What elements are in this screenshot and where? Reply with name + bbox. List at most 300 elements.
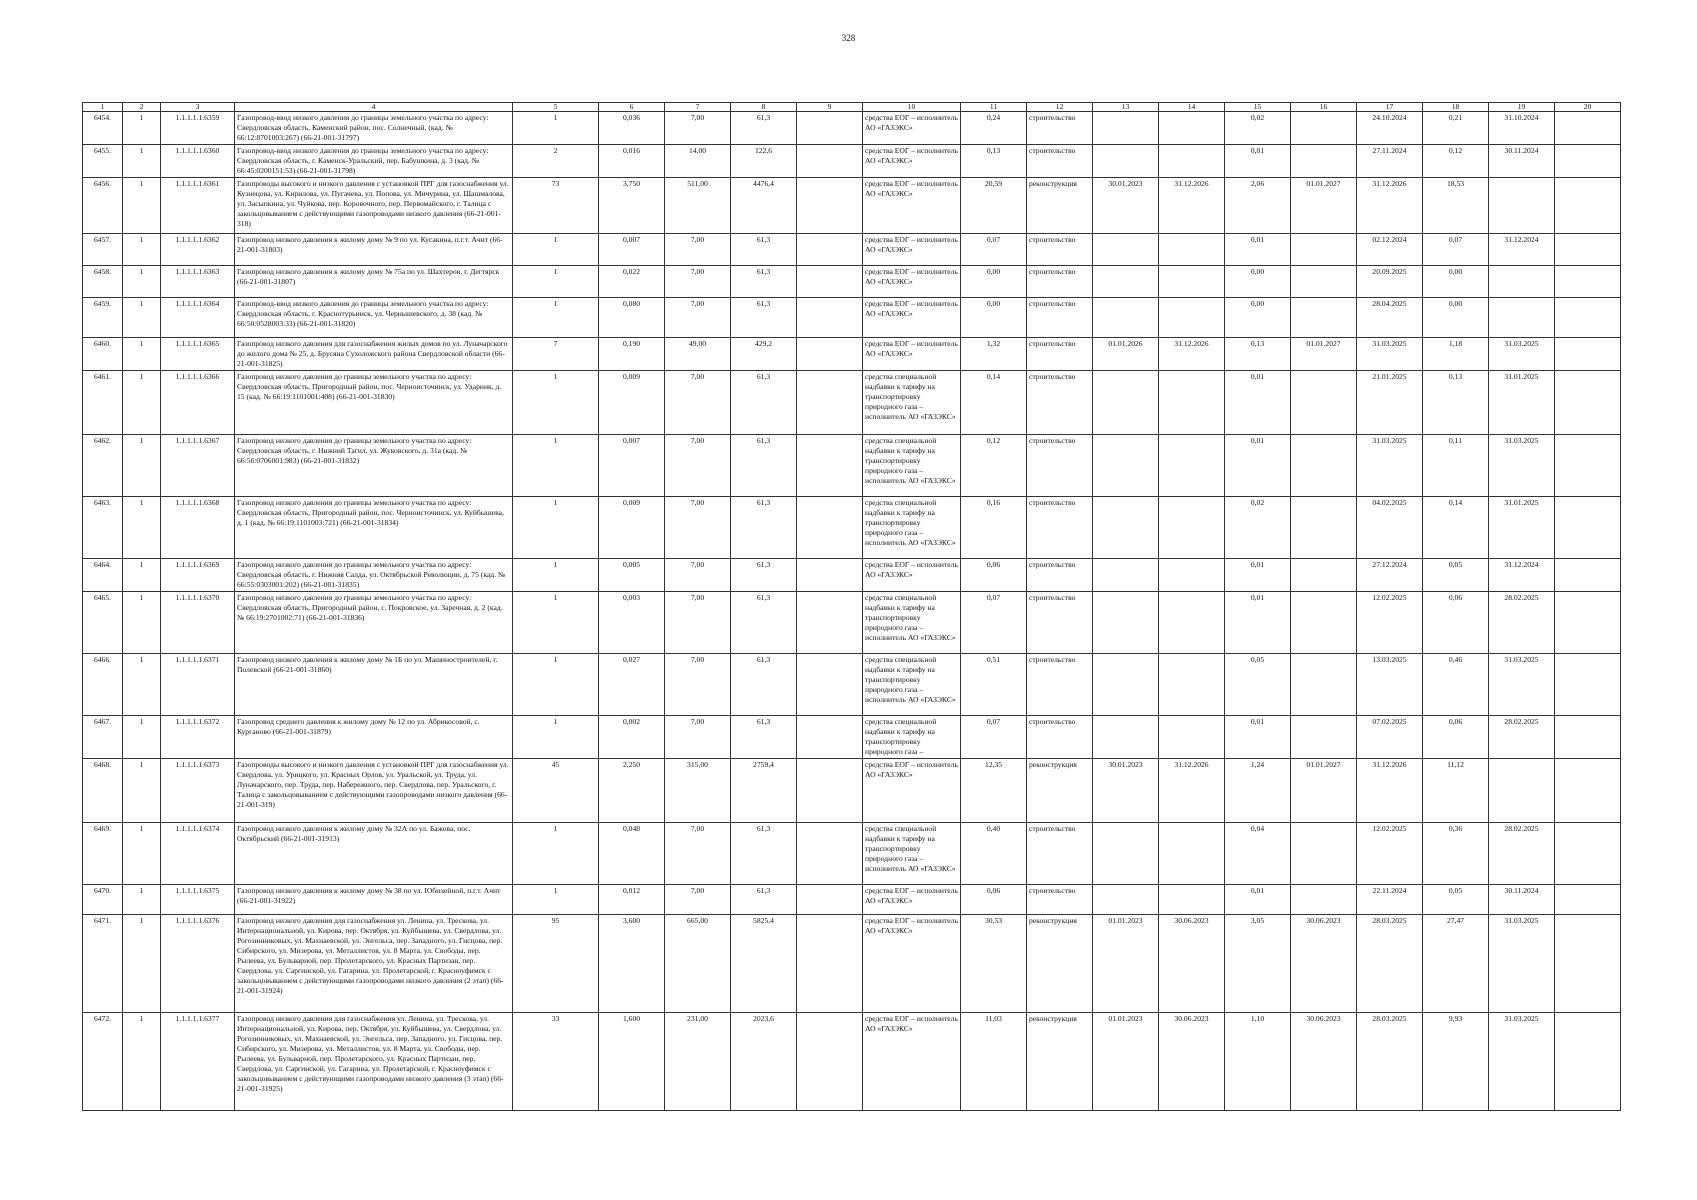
table-cell: 28.02.2025 (1489, 716, 1555, 759)
table-cell: 31.01.2025 (1489, 497, 1555, 559)
table-cell: 21.01.2025 (1357, 371, 1423, 435)
table-row (83, 1013, 1621, 1111)
table-cell: 0,00 (1225, 266, 1291, 298)
table-cell: 61,3 (731, 885, 797, 915)
table-cell: 30.06.2023 (1291, 1013, 1357, 1111)
table-cell: 61,3 (731, 823, 797, 885)
table-cell: 0,080 (599, 298, 665, 338)
table-cell (1159, 559, 1225, 592)
table-cell: 31.12.2026 (1159, 338, 1225, 371)
table-cell: 1 (123, 178, 161, 234)
table-cell (1159, 298, 1225, 338)
table-cell: 30.01.2023 (1093, 759, 1159, 823)
table-cell (797, 559, 863, 592)
table-cell: 0,00 (1423, 298, 1489, 338)
table-cell: 30.06.2023 (1159, 1013, 1225, 1111)
table-cell: 1.1.1.1.1.6359 (161, 112, 235, 145)
header-cell: 4 (235, 103, 513, 112)
table-cell: 0,07 (961, 592, 1027, 654)
table-cell: 0,01 (1225, 234, 1291, 266)
table-cell: 0,14 (1423, 497, 1489, 559)
table-cell: средства ЕОГ – исполнитель АО «ГАЗЭКС» (863, 298, 961, 338)
table-cell (797, 759, 863, 823)
table-cell: 6469. (83, 823, 123, 885)
table-cell (1291, 559, 1357, 592)
table-cell: средства ЕОГ – исполнитель АО «ГАЗЭКС» (863, 915, 961, 1013)
table-cell: 31.01.2025 (1489, 371, 1555, 435)
table-cell: строительство (1027, 654, 1093, 716)
table-cell: 7,00 (665, 823, 731, 885)
table-cell: 2 (513, 145, 599, 178)
table-cell: 1.1.1.1.1.6365 (161, 338, 235, 371)
table-cell: 0,07 (961, 716, 1027, 759)
table-cell: 1 (513, 112, 599, 145)
table-cell: 01.01.2027 (1291, 178, 1357, 234)
table-cell: 0,02 (1225, 112, 1291, 145)
table-cell: Газопровод низкого давления до границы земельного участка по адресу: Свердловская область, г. Нижний Тагил, ул. Жуковского, д. 31а (кад. № 66:56:0706001:983) (66-21-001-31832) (235, 435, 513, 497)
table-cell (1159, 823, 1225, 885)
table-row (83, 592, 1621, 654)
table-cell: 1,600 (599, 1013, 665, 1111)
table-cell: 7,00 (665, 592, 731, 654)
table-cell: 1.1.1.1.1.6376 (161, 915, 235, 1013)
table-cell (1093, 592, 1159, 654)
table-cell: 0,14 (961, 371, 1027, 435)
table-cell (1093, 435, 1159, 497)
table-cell: средства ЕОГ – исполнитель АО «ГАЗЭКС» (863, 266, 961, 298)
table-cell (1291, 112, 1357, 145)
table-cell (797, 298, 863, 338)
table-cell (1489, 266, 1555, 298)
table-cell: 0,007 (599, 234, 665, 266)
table-cell (1555, 592, 1621, 654)
table-cell (1093, 112, 1159, 145)
table-cell (1291, 435, 1357, 497)
table-cell (797, 266, 863, 298)
table-cell: 24.10.2024 (1357, 112, 1423, 145)
table-cell: 6459. (83, 298, 123, 338)
table-cell: 1.1.1.1.1.6363 (161, 266, 235, 298)
table-header (83, 103, 1621, 112)
table-cell (1489, 178, 1555, 234)
table-row (83, 654, 1621, 716)
table-cell (1093, 497, 1159, 559)
table-cell (1093, 145, 1159, 178)
table-cell: 0,00 (961, 266, 1027, 298)
table-cell: 1 (513, 234, 599, 266)
table-cell: 30.11.2024 (1489, 885, 1555, 915)
table-cell: 1 (513, 497, 599, 559)
table-cell: 0,05 (1225, 654, 1291, 716)
table-cell: 4476,4 (731, 178, 797, 234)
table-row (83, 759, 1621, 823)
table-cell: средства специальной надбавки к тарифу на транспортировку природного газа – исполнитель АО «ГАЗЭКС» (863, 592, 961, 654)
table-row (83, 112, 1621, 145)
table-cell: 1 (513, 559, 599, 592)
table-cell: 0,01 (1225, 145, 1291, 178)
table-cell: 0,009 (599, 497, 665, 559)
table-cell: 0,190 (599, 338, 665, 371)
table-cell: 31.12.2026 (1357, 759, 1423, 823)
table-cell: 28.02.2025 (1489, 823, 1555, 885)
table-cell: 7 (513, 338, 599, 371)
table-cell: 13.03.2025 (1357, 654, 1423, 716)
table-cell: 31.03.2025 (1489, 654, 1555, 716)
table-cell (1291, 497, 1357, 559)
table-cell: Газопровод низкого давления к жилому дому № 32А по ул. Бажова, пос. Октябрьский (66-21-001-31913) (235, 823, 513, 885)
header-cell: 18 (1423, 103, 1489, 112)
table-cell (1555, 1013, 1621, 1111)
table-cell: 0,12 (961, 435, 1027, 497)
table-cell: Газопровод-ввод низкого давления до границы земельного участка по адресу: Свердловская область, г. Каменск-Уральский, пер. Бабушкина, д. 3 (кад. № 66:45:0200151:53) (66-21-001-31798) (235, 145, 513, 178)
table-cell: 28.03.2025 (1357, 915, 1423, 1013)
table-cell: 9,93 (1423, 1013, 1489, 1111)
table-cell (797, 885, 863, 915)
table-cell (1093, 298, 1159, 338)
table-cell (1555, 759, 1621, 823)
table-cell: 1 (513, 371, 599, 435)
table-cell: 61,3 (731, 654, 797, 716)
table-cell (1555, 654, 1621, 716)
header-cell: 5 (513, 103, 599, 112)
table-cell: 1 (123, 371, 161, 435)
table-cell (797, 654, 863, 716)
table-cell: Газопровод низкого давления до границы земельного участка по адресу: Свердловская область, Пригородный район, пос. Черноисточинск, ул. Куйбышева, д. 1 (кад. № 66:19:1101003:721) (66-21-001-31834) (235, 497, 513, 559)
table-cell: 1 (123, 112, 161, 145)
table-cell (1159, 234, 1225, 266)
table-cell: 0,13 (1423, 371, 1489, 435)
table-cell: 31.03.2025 (1357, 338, 1423, 371)
table-cell: 1 (123, 592, 161, 654)
table-cell: 61,3 (731, 559, 797, 592)
table-cell: строительство (1027, 234, 1093, 266)
table-cell: средства ЕОГ – исполнитель АО «ГАЗЭКС» (863, 338, 961, 371)
table-cell (797, 435, 863, 497)
header-cell: 9 (797, 103, 863, 112)
header-cell: 13 (1093, 103, 1159, 112)
table-cell (797, 371, 863, 435)
table-cell: 7,00 (665, 654, 731, 716)
table-cell: строительство (1027, 145, 1093, 178)
table-cell: 0,00 (1423, 266, 1489, 298)
table-cell: реконструкция (1027, 178, 1093, 234)
table-cell: средства специальной надбавки к тарифу на транспортировку природного газа – исполнитель АО «ГАЗЭКС» (863, 435, 961, 497)
table-cell: 1.1.1.1.1.6375 (161, 885, 235, 915)
table-cell (1093, 371, 1159, 435)
table-cell: 30.06.2023 (1159, 915, 1225, 1013)
table-cell: 7,00 (665, 716, 731, 759)
header-cell: 11 (961, 103, 1027, 112)
table-cell: 7,00 (665, 112, 731, 145)
header-cell: 6 (599, 103, 665, 112)
table-cell: 1.1.1.1.1.6368 (161, 497, 235, 559)
table-cell: 6458. (83, 266, 123, 298)
table-cell: 6461. (83, 371, 123, 435)
table-cell: 6468. (83, 759, 123, 823)
table-cell: 1 (123, 435, 161, 497)
table-cell: средства ЕОГ – исполнитель АО «ГАЗЭКС» (863, 234, 961, 266)
table-cell: 28.02.2025 (1489, 592, 1555, 654)
table-cell (1159, 266, 1225, 298)
table-cell: 6464. (83, 559, 123, 592)
table-cell: 1 (123, 266, 161, 298)
table-cell: 511,00 (665, 178, 731, 234)
table-cell: 0,06 (961, 885, 1027, 915)
table-cell: 0,04 (1225, 823, 1291, 885)
table-cell: 20,59 (961, 178, 1027, 234)
table-cell: 1,10 (1225, 1013, 1291, 1111)
table-cell: 6460. (83, 338, 123, 371)
table-cell: 30.06.2023 (1291, 915, 1357, 1013)
table-cell: 7,00 (665, 559, 731, 592)
table-cell: 665,00 (665, 915, 731, 1013)
header-cell: 19 (1489, 103, 1555, 112)
table-cell: 0,07 (1423, 234, 1489, 266)
table-cell: 18,53 (1423, 178, 1489, 234)
table-cell: 0,07 (961, 234, 1027, 266)
table-cell: 6456. (83, 178, 123, 234)
table-cell (1555, 823, 1621, 885)
table-cell: средства ЕОГ – исполнитель АО «ГАЗЭКС» (863, 178, 961, 234)
table-cell: 1.1.1.1.1.6374 (161, 823, 235, 885)
table-cell: 1 (513, 885, 599, 915)
table-cell: 231,00 (665, 1013, 731, 1111)
table-cell: Газопровод низкого давления к жилому дому № 1Б по ул. Машиностроителей, г. Полевской (66-21-001-31860) (235, 654, 513, 716)
table-cell: Газопровод среднего давления к жилому дому № 12 по ул. Абрикосовой, с. Курганово (66-21-001-31879) (235, 716, 513, 759)
table-cell: 61,3 (731, 112, 797, 145)
table-cell: строительство (1027, 592, 1093, 654)
table-cell: 1 (123, 759, 161, 823)
header-cell: 14 (1159, 103, 1225, 112)
header-cell: 1 (83, 103, 123, 112)
table-cell: 1.1.1.1.1.6370 (161, 592, 235, 654)
header-cell: 2 (123, 103, 161, 112)
table-cell: 11,12 (1423, 759, 1489, 823)
table-cell: 22.11.2024 (1357, 885, 1423, 915)
table-cell: 27.12.2024 (1357, 559, 1423, 592)
table-cell: 0,00 (961, 298, 1027, 338)
table-cell (1159, 592, 1225, 654)
table-cell: 31.12.2026 (1357, 178, 1423, 234)
investment-program-table (82, 102, 1621, 1111)
table-cell: 1.1.1.1.1.6361 (161, 178, 235, 234)
table-row (83, 298, 1621, 338)
table-cell (1291, 266, 1357, 298)
table-cell: Газопровод-ввод низкого давления до границы земельного участка по адресу: Свердловская область, Каменский район, пос. Солнечный, (кад. № 66:12:8701003:267) (66-21-001-31797) (235, 112, 513, 145)
table-cell: 31.03.2025 (1489, 915, 1555, 1013)
table-cell: строительство (1027, 266, 1093, 298)
table-cell: 6471. (83, 915, 123, 1013)
table-cell (1555, 338, 1621, 371)
table-cell (1159, 885, 1225, 915)
table-cell: 0,01 (1225, 371, 1291, 435)
table-cell: 0,13 (961, 145, 1027, 178)
table-cell (1291, 823, 1357, 885)
table-cell: 0,24 (961, 112, 1027, 145)
table-cell: 1 (123, 234, 161, 266)
table-cell: 429,2 (731, 338, 797, 371)
table-cell (797, 1013, 863, 1111)
table-cell: 0,003 (599, 592, 665, 654)
header-cell: 16 (1291, 103, 1357, 112)
table-cell (1159, 654, 1225, 716)
table-cell: 31.12.2024 (1489, 559, 1555, 592)
table-row (83, 559, 1621, 592)
table-cell (1555, 266, 1621, 298)
table-cell: 7,00 (665, 885, 731, 915)
table-cell (1555, 371, 1621, 435)
table-row (83, 338, 1621, 371)
table-cell: 0,06 (1423, 716, 1489, 759)
table-cell (1291, 716, 1357, 759)
table-cell: 45 (513, 759, 599, 823)
table-cell (1555, 178, 1621, 234)
table-cell: 20.09.2025 (1357, 266, 1423, 298)
table-cell: 7,00 (665, 371, 731, 435)
table-cell: 1,32 (961, 338, 1027, 371)
table-cell (797, 915, 863, 1013)
table-cell: Газопровод низкого давления для газоснабжения жилых домов по ул. Луначарского до жилого дома № 25, д. Брусяна Сухоложского района Свердловской области (66-21-001-31825) (235, 338, 513, 371)
table-row (83, 716, 1621, 759)
table-cell: строительство (1027, 112, 1093, 145)
table-cell: 95 (513, 915, 599, 1013)
table-cell (1093, 885, 1159, 915)
table-cell: 0,05 (1423, 559, 1489, 592)
table-cell: 1 (513, 435, 599, 497)
table-cell: 7,00 (665, 234, 731, 266)
table-cell: 30.01.2023 (1093, 178, 1159, 234)
header-cell: 20 (1555, 103, 1621, 112)
table-cell: 1,18 (1423, 338, 1489, 371)
table-cell: 0,01 (1225, 592, 1291, 654)
table-cell: Газопроводы высокого и низкого давления с установкой ПРГ для газоснабжения ул. Свердлова, ул. Урицкого, ул. Красных Орлов, ул. Уральской, ул. Труда, ул. Луначарского, пер. Труда, пер. Набережного, пер. Свердлова, пер. Уральского, г. Талица с закольцовыванием с действующими газопроводами низкого давления (66-21-001-319) (235, 759, 513, 823)
table-cell (1555, 234, 1621, 266)
table-cell: Газопровод низкого давления для газоснабжения ул. Ленина, ул. Трескова, ул. Интернациональной, ул. Кирова, пер. Октября, ул. Куйбышева, ул. Свердлова, ул. Рогозинниковых, ул. Махнаевской, ул. Энгельса, пер. Западного, ул. Гисцова, пер. Сибирского, ул. Мизерова, ул. Металлистов, ул. 8 Марта, ул. Свободы, пер. Рылеева, ул. Бульварной, пер. Пролетарского, ул. Красных Партизан, пер. Свердлова, ул. Саргинской, ул. Гагарина, ул. Пролетарской, г. Красноуфимск с закольцовыванием с действующими газопроводами низкого давления (2 этап) (66-21-001-31924) (235, 915, 513, 1013)
table-cell (1093, 654, 1159, 716)
table-cell: 61,3 (731, 592, 797, 654)
table-cell (1093, 234, 1159, 266)
table-cell: 0,06 (1423, 592, 1489, 654)
table-cell: 0,05 (1423, 885, 1489, 915)
table-cell: Газопровод низкого давления к жилому дому № 75а по ул. Шахтеров, г. Дегтярск (66-21-001-31807) (235, 266, 513, 298)
table-cell: 01.01.2023 (1093, 1013, 1159, 1111)
table-row (83, 497, 1621, 559)
table-cell: строительство (1027, 435, 1093, 497)
table-cell: 1.1.1.1.1.6371 (161, 654, 235, 716)
table-cell (1159, 716, 1225, 759)
table-cell: средства специальной надбавки к тарифу на транспортировку природного газа – (863, 716, 961, 759)
table-cell: 1 (123, 823, 161, 885)
table-cell: 6462. (83, 435, 123, 497)
table-cell: 0,12 (1423, 145, 1489, 178)
table-cell (1291, 298, 1357, 338)
table-cell: 31.12.2026 (1159, 759, 1225, 823)
table-cell: 2759,4 (731, 759, 797, 823)
header-cell: 17 (1357, 103, 1423, 112)
table-cell (1093, 823, 1159, 885)
table-cell (1555, 915, 1621, 1013)
table-cell: строительство (1027, 823, 1093, 885)
table-cell: реконструкция (1027, 1013, 1093, 1111)
table-cell: 1,24 (1225, 759, 1291, 823)
table-cell: 61,3 (731, 371, 797, 435)
table-cell: 28.04.2025 (1357, 298, 1423, 338)
table-cell: 31.10.2024 (1489, 112, 1555, 145)
table-cell: средства специальной надбавки к тарифу на транспортировку природного газа – исполнитель АО «ГАЗЭКС» (863, 654, 961, 716)
table-cell: 315,00 (665, 759, 731, 823)
table-cell: 31.03.2025 (1357, 435, 1423, 497)
table-cell: 12.02.2025 (1357, 823, 1423, 885)
table-cell: 0,009 (599, 371, 665, 435)
table-cell: 31.12.2024 (1489, 234, 1555, 266)
table-cell: 61,3 (731, 435, 797, 497)
table-cell: 1 (123, 145, 161, 178)
table-cell: 0,012 (599, 885, 665, 915)
table-cell: средства ЕОГ – исполнитель АО «ГАЗЭКС» (863, 1013, 961, 1111)
table-cell: 2,06 (1225, 178, 1291, 234)
table-cell: 73 (513, 178, 599, 234)
table-row (83, 266, 1621, 298)
table-cell (1489, 298, 1555, 338)
table-cell: 0,51 (961, 654, 1027, 716)
table-cell: 01.01.2027 (1291, 759, 1357, 823)
table-cell: 31.03.2025 (1489, 1013, 1555, 1111)
table-cell: 07.02.2025 (1357, 716, 1423, 759)
table-row (83, 178, 1621, 234)
table-cell (1093, 559, 1159, 592)
table-cell (1291, 371, 1357, 435)
table-cell: 28.03.2025 (1357, 1013, 1423, 1111)
table-row (83, 885, 1621, 915)
table-cell: 04.02.2025 (1357, 497, 1423, 559)
table-cell: 1 (123, 885, 161, 915)
table-cell: средства ЕОГ – исполнитель АО «ГАЗЭКС» (863, 112, 961, 145)
table-cell: строительство (1027, 885, 1093, 915)
table-cell: 1 (513, 716, 599, 759)
table-cell (797, 338, 863, 371)
table-cell: 1.1.1.1.1.6367 (161, 435, 235, 497)
table-cell: средства ЕОГ – исполнитель АО «ГАЗЭКС» (863, 759, 961, 823)
table-cell: 0,022 (599, 266, 665, 298)
table-cell: 30,53 (961, 915, 1027, 1013)
table-cell (1159, 435, 1225, 497)
table-cell: средства ЕОГ – исполнитель АО «ГАЗЭКС» (863, 145, 961, 178)
table-row (83, 145, 1621, 178)
table-cell (797, 145, 863, 178)
table-cell: 1.1.1.1.1.6369 (161, 559, 235, 592)
table-cell (797, 178, 863, 234)
table-cell: 0,16 (961, 497, 1027, 559)
table-cell: 61,3 (731, 234, 797, 266)
table-cell: строительство (1027, 338, 1093, 371)
table-cell: 0,048 (599, 823, 665, 885)
table-cell: реконструкция (1027, 759, 1093, 823)
table-cell: 7,00 (665, 298, 731, 338)
table-cell: 12.02.2025 (1357, 592, 1423, 654)
table-cell: 0,007 (599, 435, 665, 497)
table-cell: 0,016 (599, 145, 665, 178)
table-cell: средства специальной надбавки к тарифу на транспортировку природного газа – исполнитель АО «ГАЗЭКС» (863, 823, 961, 885)
table-cell (1093, 716, 1159, 759)
table-cell: Газопровод низкого давления до границы земельного участка по адресу: Свердловская область, Пригородный район, с. Покровское, ул. Заречная, д. 2 (кад. № 66:19:2701002:71) (66-21-001-31836) (235, 592, 513, 654)
table-cell: 0,01 (1225, 716, 1291, 759)
table-cell (1159, 112, 1225, 145)
table-cell: 1 (513, 592, 599, 654)
table-cell: 3,750 (599, 178, 665, 234)
table-cell: 1 (513, 823, 599, 885)
table-cell (1555, 112, 1621, 145)
table-cell: 1.1.1.1.1.6366 (161, 371, 235, 435)
